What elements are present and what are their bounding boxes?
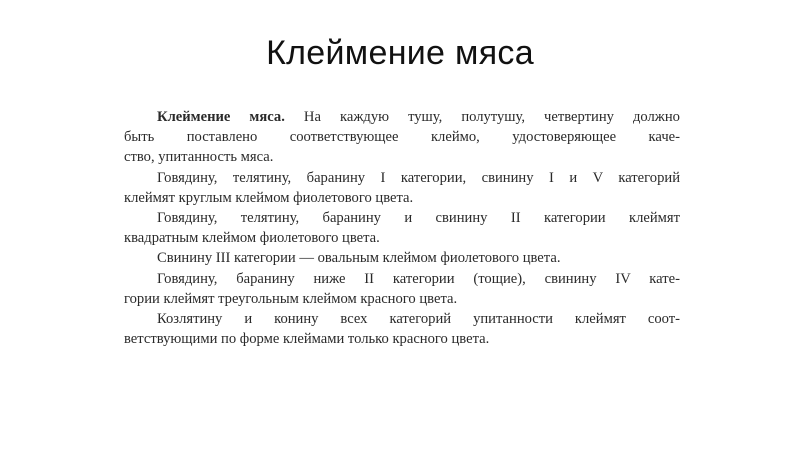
- text-line-10: гории клеймят треугольным клеймом красного цвета.: [124, 290, 458, 307]
- text-line-1: [124, 107, 680, 127]
- text-line-7: квадратным клеймом фиолетового цвета.: [124, 230, 380, 247]
- text-line-4: Говядину, телятину, баранину I категории, свинину I и V категорий: [157, 169, 680, 186]
- section-heading: Клеймение мяса.: [157, 109, 285, 125]
- text-line-1-rest: На каждую тушу, полутушу, четвертину должно: [284, 109, 680, 125]
- slide-title: Клеймение мяса: [266, 34, 534, 72]
- text-line-11: Козлятину и конину всех категорий упитанности клеймят соот-: [157, 310, 680, 327]
- text-body: [124, 107, 680, 349]
- text-line-2: быть поставлено соответствующее клеймо, удостоверяющее каче-: [124, 129, 680, 146]
- text-line-6: Говядину, телятину, баранину и свинину II категории клеймят: [157, 209, 680, 226]
- text-line-8: Свинину III категории — овальным клеймом фиолетового цвета.: [157, 250, 561, 267]
- text-line-3: ство, упитанность мяса.: [124, 149, 274, 166]
- text-line-12: ветствующими по форме клеймами только красного цвета.: [124, 331, 490, 348]
- text-line-9: Говядину, баранину ниже II категории (тощие), свинину IV кате-: [157, 270, 680, 287]
- text-line-5: клеймят круглым клеймом фиолетового цвета.: [124, 189, 414, 206]
